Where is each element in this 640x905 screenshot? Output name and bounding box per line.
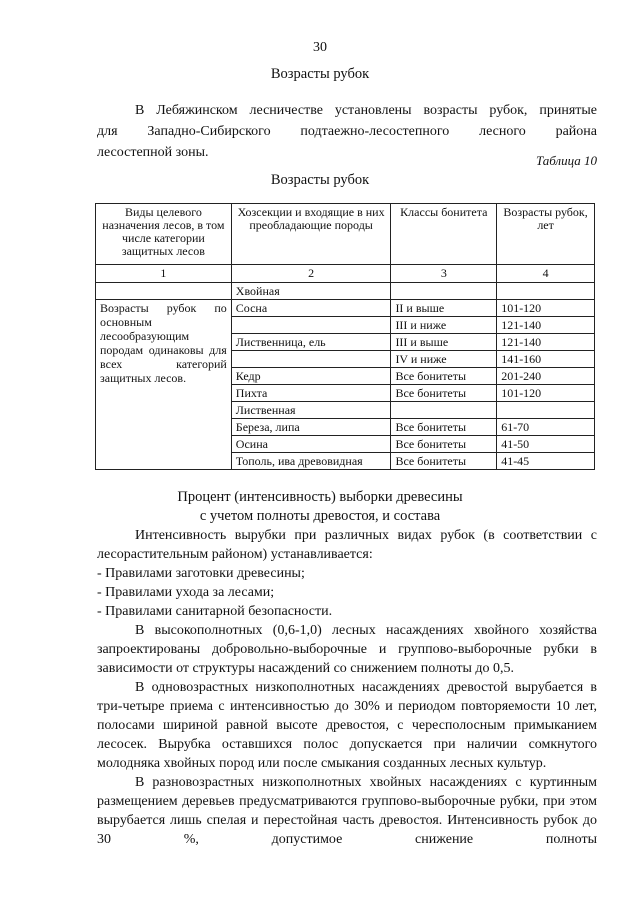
bonitet-cell: II и выше xyxy=(391,300,497,317)
species-cell: Лиственница, ель xyxy=(231,334,391,351)
species-cell: Тополь, ива древовидная xyxy=(231,453,391,470)
body-text xyxy=(97,526,597,849)
paragraph: В одновозрастных низкополнотных насаждениях древостой вырубается в три-четыре приема с интенсивностью до 30% и периодом повторяемости 10 лет, полосами шириной равной высоте древостоя, с чересполосным примыканием лесосек. Вырубка оставшихся полос допускается при наличии сомкнутого молодняка хвойных пород или после смыкания созданных лесных культур. xyxy=(97,680,597,771)
column-number-row xyxy=(96,265,595,283)
species-cell: Лиственная xyxy=(231,402,391,419)
age-cell: 141-160 xyxy=(497,351,595,368)
table-label: Таблица 10 xyxy=(535,153,597,168)
column-header: Хозсекции и входящие в них преобладающие породы xyxy=(231,204,391,265)
bonitet-cell: III и выше xyxy=(391,334,497,351)
species-cell: Осина xyxy=(231,436,391,453)
age-cell: 101-120 xyxy=(497,385,595,402)
species-cell: Сосна xyxy=(231,300,391,317)
cutting-ages-table xyxy=(95,203,595,470)
age-cell: 101-120 xyxy=(497,300,595,317)
list-item: - Правилами санитарной безопасности. xyxy=(97,604,333,619)
column-number: 3 xyxy=(391,265,497,283)
species-cell xyxy=(231,351,391,368)
paragraph: В высокополнотных (0,6-1,0) лесных насаждениях хвойного хозяйства запроектированы добровольно-выборочные и группово-выборочные рубки в зависимости от структуры насаждений со снижением полноты до 0,5. xyxy=(97,623,597,676)
column-header: Возрасты рубок, лет xyxy=(497,204,595,265)
column-number: 2 xyxy=(231,265,391,283)
intro-line: лесостепной зоны. xyxy=(97,145,209,160)
age-cell: 41-50 xyxy=(497,436,595,453)
paragraph: В разновозрастных низкополнотных хвойных насаждениях с куртинным размещением деревьев предусматриваются группово-выборочные рубки, при этом вырубается лишь спелая и перестойная часть древостоя. Интенсивность рубок до 30 %, допустимое снижение полноты xyxy=(97,775,597,847)
section-heading: Возрасты рубок xyxy=(270,66,370,82)
table-title: Возрасты рубок xyxy=(270,172,370,188)
age-cell: 121-140 xyxy=(497,334,595,351)
section-title: Процент (интенсивность) выборки древесины xyxy=(177,489,463,505)
age-cell: 201-240 xyxy=(497,368,595,385)
column-number: 1 xyxy=(96,265,232,283)
intro-paragraph xyxy=(97,100,597,163)
section-subtitle: с учетом полноты древостоя, и состава xyxy=(199,508,441,524)
bonitet-cell: IV и ниже xyxy=(391,351,497,368)
intro-line: для Западно-Сибирского подтаежно-лесостепного лесного района xyxy=(97,124,597,139)
column-header: Виды целевого назначения лесов, в том числе категории защитных лесов xyxy=(96,204,232,265)
species-cell: Береза, липа xyxy=(231,419,391,436)
age-cell: 121-140 xyxy=(497,317,595,334)
intro-line: В Лебяжинском лесничестве установлены возрасты рубок, принятые xyxy=(135,103,597,118)
bonitet-cell xyxy=(391,402,497,419)
bonitet-cell: Все бонитеты xyxy=(391,453,497,470)
column-header: Классы бонитета xyxy=(391,204,497,265)
species-cell: Хвойная xyxy=(231,283,391,300)
species-cell xyxy=(231,317,391,334)
list-item: - Правилами заготовки древесины; xyxy=(97,566,305,581)
age-cell xyxy=(497,283,595,300)
bonitet-cell: III и ниже xyxy=(391,317,497,334)
age-cell: 61-70 xyxy=(497,419,595,436)
bonitet-cell: Все бонитеты xyxy=(391,385,497,402)
column-number: 4 xyxy=(497,265,595,283)
table-row xyxy=(96,283,595,300)
age-cell xyxy=(497,402,595,419)
bonitet-cell: Все бонитеты xyxy=(391,368,497,385)
age-cell: 41-45 xyxy=(497,453,595,470)
table-row xyxy=(96,300,595,317)
paragraph: Интенсивность вырубки при различных видах рубок (в соответствии с лесорастительным районом) устанавливается: xyxy=(97,528,597,562)
bonitet-cell: Все бонитеты xyxy=(391,419,497,436)
list-item: - Правилами ухода за лесами; xyxy=(97,585,275,600)
page-number: 30 xyxy=(313,40,327,55)
bonitet-cell xyxy=(391,283,497,300)
category-cell: Возрасты рубок по основным лесообразующим породам одинаковы для всех категорий защитных лесов. xyxy=(96,300,232,470)
bonitet-cell: Все бонитеты xyxy=(391,436,497,453)
table-header-row xyxy=(96,204,595,265)
species-cell: Пихта xyxy=(231,385,391,402)
species-cell: Кедр xyxy=(231,368,391,385)
